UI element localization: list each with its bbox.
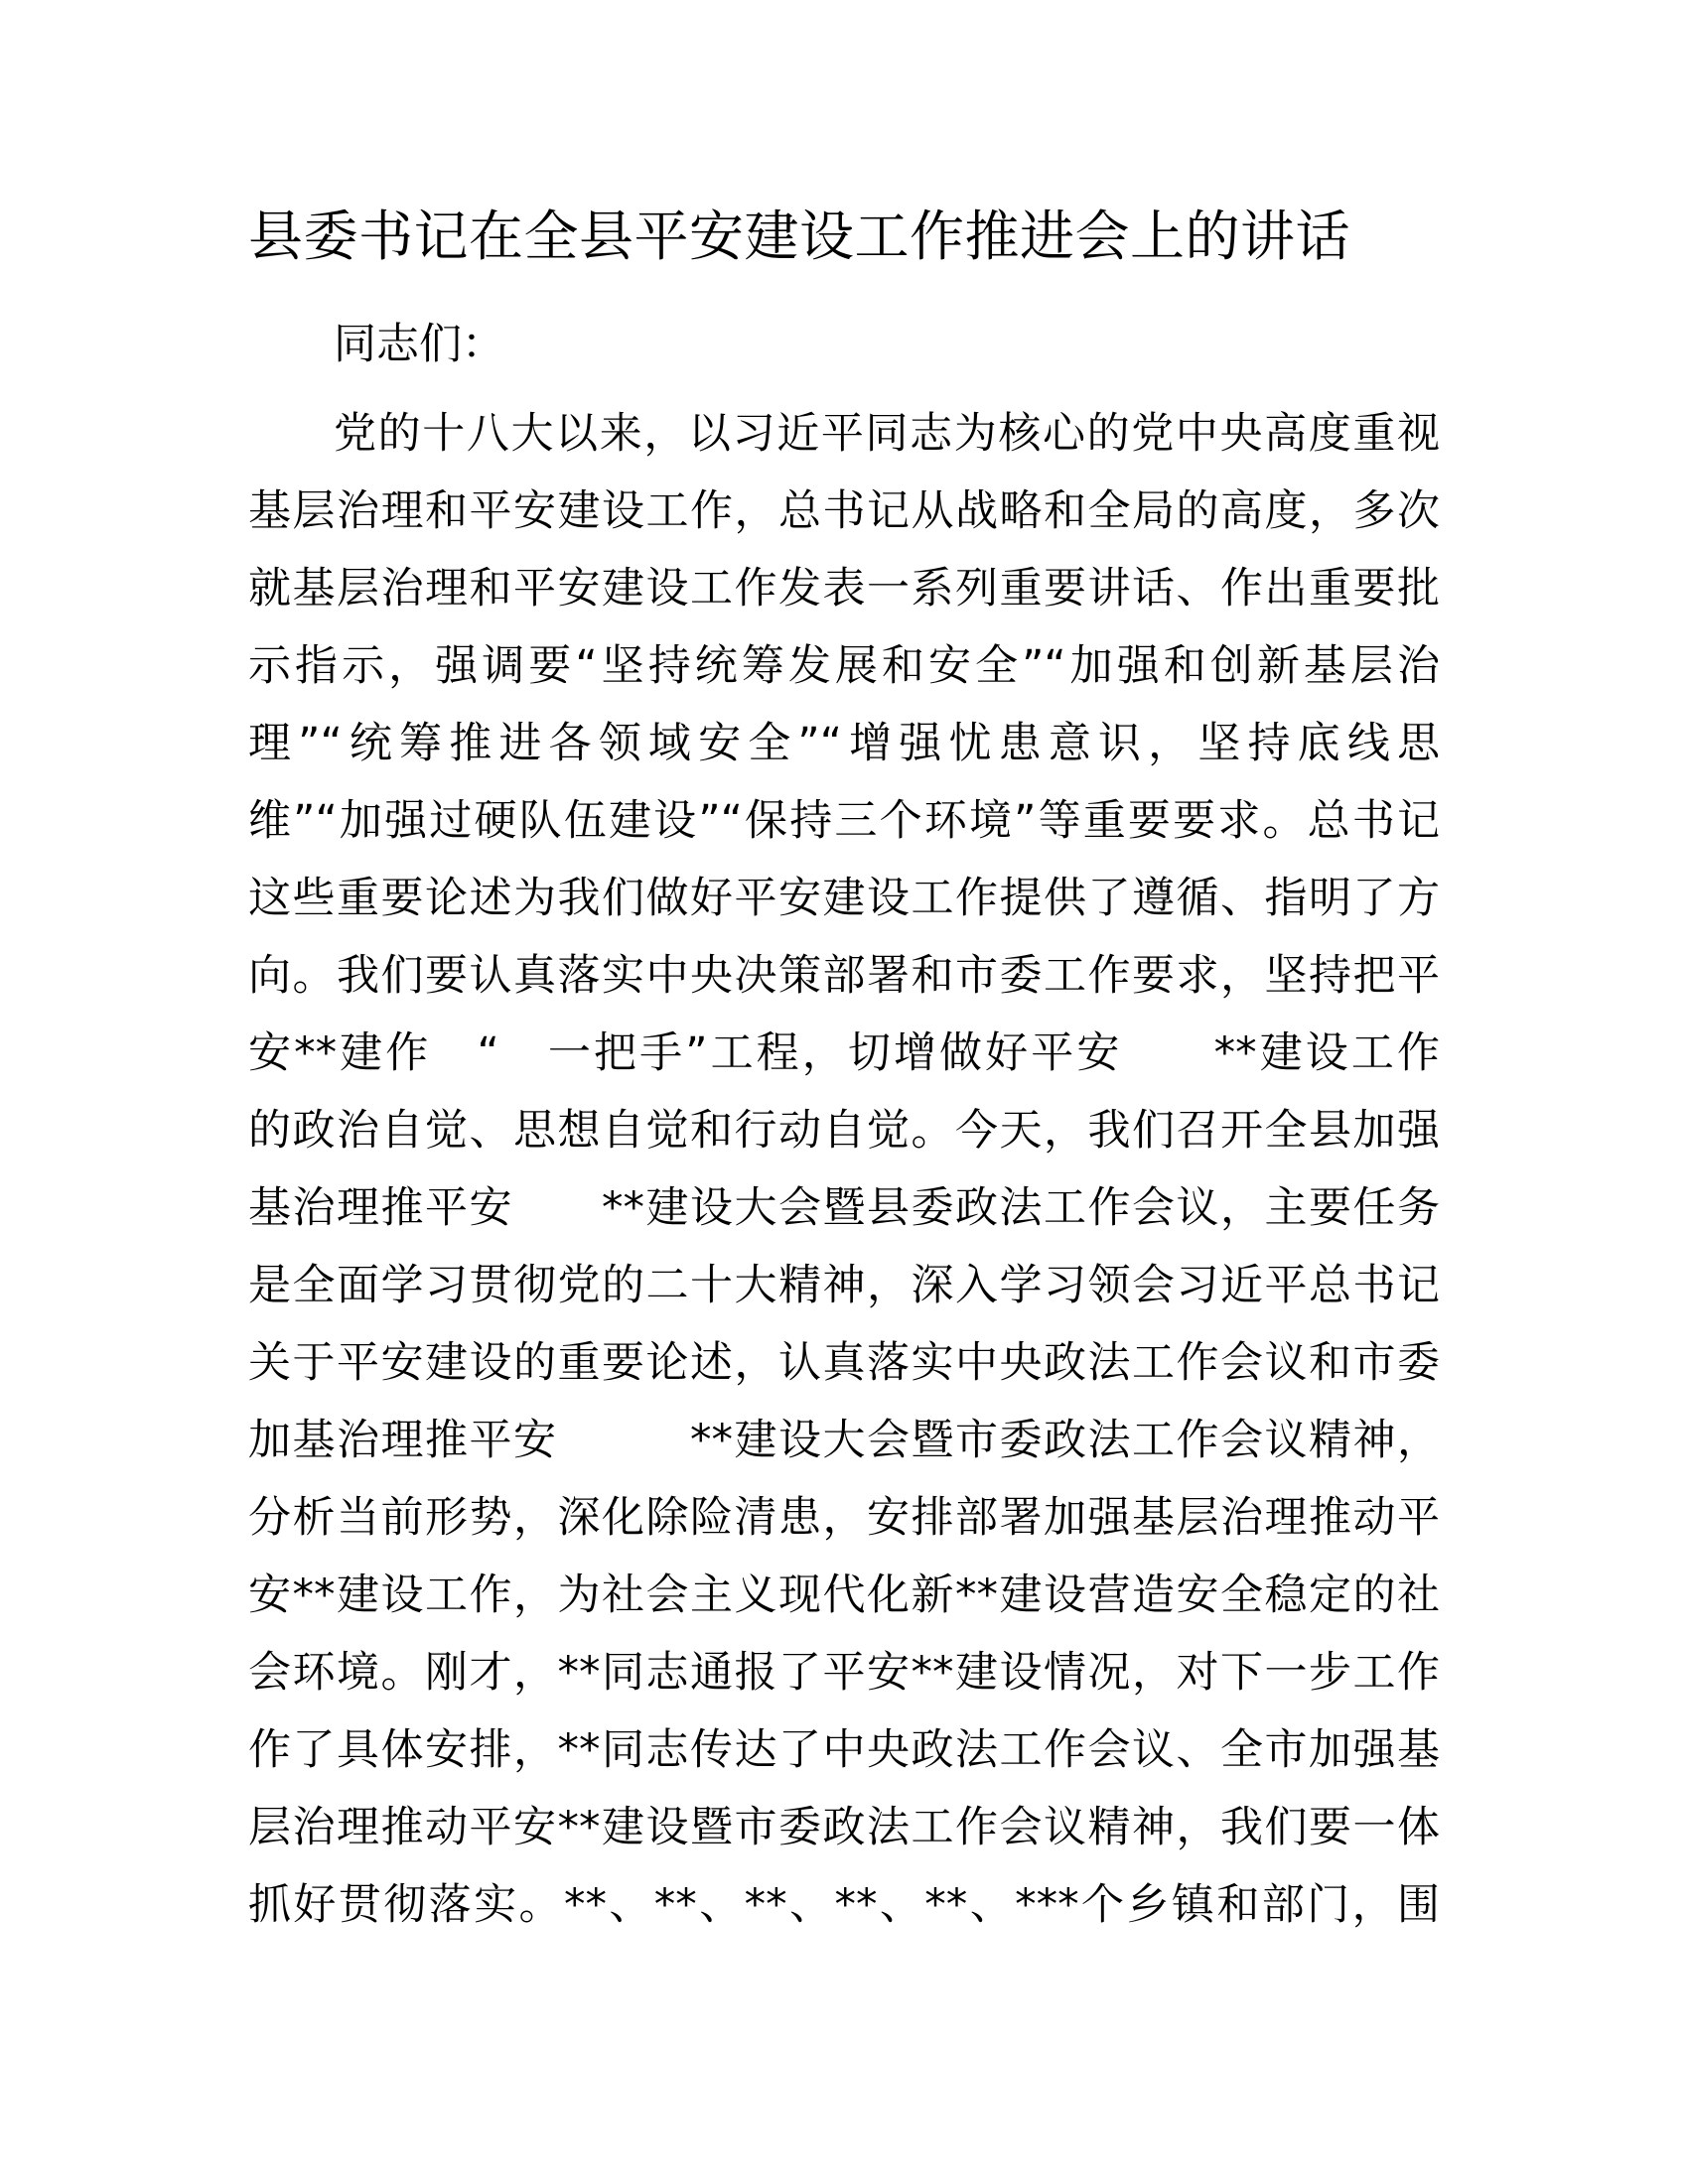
body-line: 向。我们要认真落实中央决策部署和市委工作要求，坚持把平 xyxy=(248,951,1440,1001)
body-line: 安**建作 “ 一把手”工程，切增做好平安 **建设工作 xyxy=(248,1028,1440,1078)
document-title: 县委书记在全县平安建设工作推进会上的讲话 xyxy=(248,205,1351,268)
body-line: 基层治理和平安建设工作，总书记从战略和全局的高度，多次 xyxy=(248,486,1440,536)
body-line: 维”“加强过硬队伍建设”“保持三个环境”等重要要求。总书记 xyxy=(248,796,1440,846)
body-line: 就基层治理和平安建设工作发表一系列重要讲话、作出重要批 xyxy=(248,564,1440,614)
body-line: 作了具体安排，**同志传达了中央政法工作会议、全市加强基 xyxy=(248,1725,1440,1775)
body-line: 党的十八大以来，以习近平同志为核心的党中央高度重视 xyxy=(334,409,1440,459)
body-line: 层治理推动平安**建设暨市委政法工作会议精神，我们要一体 xyxy=(248,1803,1440,1852)
body-line: 是全面学习贯彻党的二十大精神，深入学习领会习近平总书记 xyxy=(248,1261,1440,1310)
body-line: 会环境。刚才，**同志通报了平安**建设情况，对下一步工作 xyxy=(248,1648,1440,1698)
body-line: 抓好贯彻落实。**、**、**、**、**、***个乡镇和部门，围 xyxy=(248,1880,1440,1930)
body-line: 基治理推平安 **建设大会暨县委政法工作会议，主要任务 xyxy=(248,1183,1440,1233)
body-line: 示指示，强调要“坚持统筹发展和安全”“加强和创新基层治 xyxy=(248,641,1440,691)
body-line: 这些重要论述为我们做好平安建设工作提供了遵循、指明了方 xyxy=(248,874,1440,923)
body-line: 加基治理推平安 **建设大会暨市委政法工作会议精神， xyxy=(248,1416,1440,1465)
body-line: 安**建设工作，为社会主义现代化新**建设营造安全稳定的社 xyxy=(248,1570,1440,1620)
body-line: 的政治自觉、思想自觉和行动自觉。今天，我们召开全县加强 xyxy=(248,1106,1440,1156)
body-line: 理”“统筹推进各领域安全”“增强忧患意识，坚持底线思 xyxy=(248,719,1440,768)
body-line: 分析当前形势，深化除险清患，安排部署加强基层治理推动平 xyxy=(248,1493,1440,1543)
body-line: 关于平安建设的重要论述，认真落实中央政法工作会议和市委 xyxy=(248,1338,1440,1388)
salutation: 同志们： xyxy=(334,320,504,369)
